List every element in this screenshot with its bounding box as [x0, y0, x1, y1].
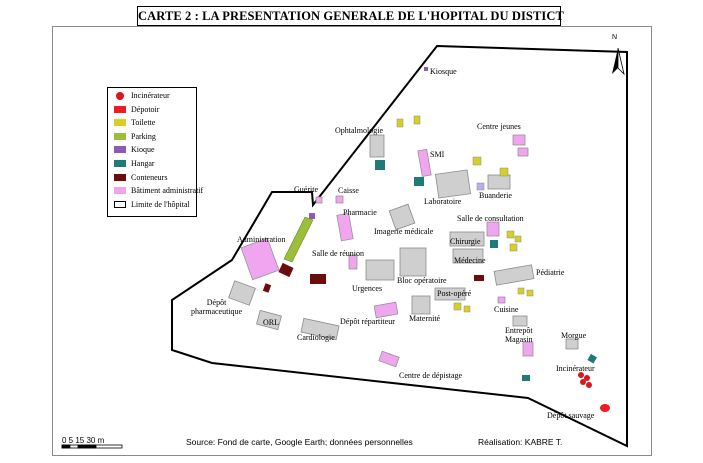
label-pharmacie: Pharmacie: [343, 208, 377, 217]
scale-label: 0 5 15 30 m: [62, 436, 105, 445]
building-buanderie: [488, 175, 510, 189]
incinerateur: [580, 379, 586, 385]
label-bloc: Bloc opératoire: [397, 276, 447, 285]
label-depot-sauvage: Dépôt sauvage: [547, 411, 595, 420]
admin-administration: [241, 238, 279, 280]
incinerateur: [586, 382, 592, 388]
label-cardiologie: Cardiologie: [297, 333, 335, 342]
toilette: [464, 306, 470, 312]
label-imagerie: Imagerie médicale: [374, 227, 434, 236]
admin-depot-repartiteur: [374, 302, 398, 318]
building-maternite: [412, 296, 430, 314]
conteneur: [474, 275, 484, 281]
hangar: [375, 160, 385, 170]
admin-guerite: [316, 197, 322, 203]
legend-label: Parking: [131, 131, 156, 141]
legend-swatch: [114, 187, 126, 194]
building-morgue: [566, 339, 578, 349]
label-pediatrie: Pédiatrie: [536, 268, 565, 277]
conteneur: [278, 263, 293, 277]
kioque: [424, 67, 428, 71]
building-bloc: [400, 248, 426, 276]
legend-swatch: [114, 146, 126, 153]
label-depot-pharma: Dépôt pharmaceutique: [191, 298, 243, 316]
label-buanderie: Buanderie: [479, 191, 512, 200]
label-salle-consultation: Salle de consultation: [457, 214, 524, 223]
admin-caisse: [336, 196, 343, 203]
label-salle-reunion: Salle de réunion: [312, 249, 364, 258]
author-note: Réalisation: KABRE T.: [478, 437, 563, 447]
legend-label: Kioque: [131, 145, 155, 155]
toilette: [527, 290, 533, 296]
hangar: [587, 354, 597, 364]
north-label: N: [612, 34, 618, 41]
legend-swatch: [114, 201, 126, 208]
hangar: [414, 177, 424, 186]
legend-swatch: [114, 174, 126, 181]
conteneur: [263, 283, 271, 293]
legend-swatch: [114, 160, 126, 167]
toilette: [473, 157, 481, 165]
legend-label: Hangar: [131, 159, 155, 168]
label-laboratoire: Laboratoire: [424, 197, 462, 206]
toilette: [510, 244, 517, 251]
legend-label: Dépotoir: [131, 104, 160, 114]
label-cuisine: Cuisine: [494, 305, 519, 314]
label-centre-depistage: Centre de dépistage: [399, 371, 463, 380]
admin-centre-jeunes-2: [518, 148, 528, 156]
toilette: [507, 231, 514, 238]
legend-label: Conteneurs: [131, 172, 168, 182]
label-medecine: Médecine: [454, 256, 486, 265]
label-chirurgie: Chirurgie: [450, 237, 481, 246]
parking: [284, 217, 313, 262]
admin-centre-jeunes-1: [513, 135, 525, 145]
toilette: [500, 168, 508, 176]
legend-swatch: [116, 92, 124, 100]
scale-bar: [62, 445, 122, 448]
label-entrepot: Entrepôt Magasin: [505, 326, 533, 344]
building-entrepot: [513, 316, 527, 326]
building-imagerie: [389, 204, 415, 230]
label-depot-repartiteur: Dépôt répartiteur: [340, 317, 395, 326]
label-maternite: Maternité: [409, 314, 441, 323]
hangar: [522, 375, 530, 381]
kioque: [309, 213, 315, 219]
label-kiosque: Kiosque: [430, 67, 457, 76]
label-morgue: Morgue: [561, 331, 587, 340]
conteneur: [310, 274, 326, 284]
label-post-opere: Post-opéré: [437, 289, 472, 298]
legend-swatch: [114, 119, 126, 126]
legend-label: Toilette: [131, 118, 156, 128]
hospital-boundary: [172, 46, 627, 446]
label-urgences: Urgences: [352, 284, 383, 293]
admin-small: [498, 297, 505, 303]
admin-magasin: [523, 342, 533, 356]
label-centre-jeunes: Centre jeunes: [477, 122, 521, 131]
label-smi: SMI: [430, 150, 445, 159]
admin-centre-depistage: [379, 351, 399, 367]
building-ophtalmologie: [370, 135, 384, 157]
map-legend: [107, 87, 204, 217]
map-title: CARTE 2 : LA PRESENTATION GENERALE DE L'HOPITAL DU DISTICT: [137, 6, 561, 26]
kioque: [477, 183, 484, 190]
depot-sauvage: [600, 404, 610, 412]
admin-salle-consultation: [487, 222, 499, 236]
label-ophtalmologie: Ophtalmologie: [335, 126, 383, 135]
building-urgences: [366, 260, 394, 280]
toilette: [515, 236, 521, 242]
building-laboratoire: [435, 170, 470, 198]
source-note: Source: Fond de carte, Google Earth; données personnelles: [186, 437, 413, 447]
toilette: [518, 288, 524, 294]
label-administration: Administration: [237, 235, 286, 244]
legend-label: Limite de l'hôpital: [131, 199, 190, 209]
legend-swatch: [114, 106, 126, 113]
admin-pharmacie: [337, 213, 353, 241]
legend-swatch: [114, 133, 126, 140]
toilette: [414, 116, 420, 124]
label-orl: ORL: [263, 318, 279, 327]
label-guerite: Guérite: [294, 185, 318, 194]
building-pediatrie: [494, 265, 534, 285]
legend-label: Bâtiment administratif: [131, 186, 204, 196]
label-caisse: Caisse: [338, 186, 359, 195]
legend-label: Incinérateur: [131, 91, 170, 100]
toilette: [397, 119, 403, 127]
toilette: [454, 303, 461, 310]
label-incinerateur: Incinérateur: [556, 364, 595, 373]
hangar: [490, 240, 498, 248]
